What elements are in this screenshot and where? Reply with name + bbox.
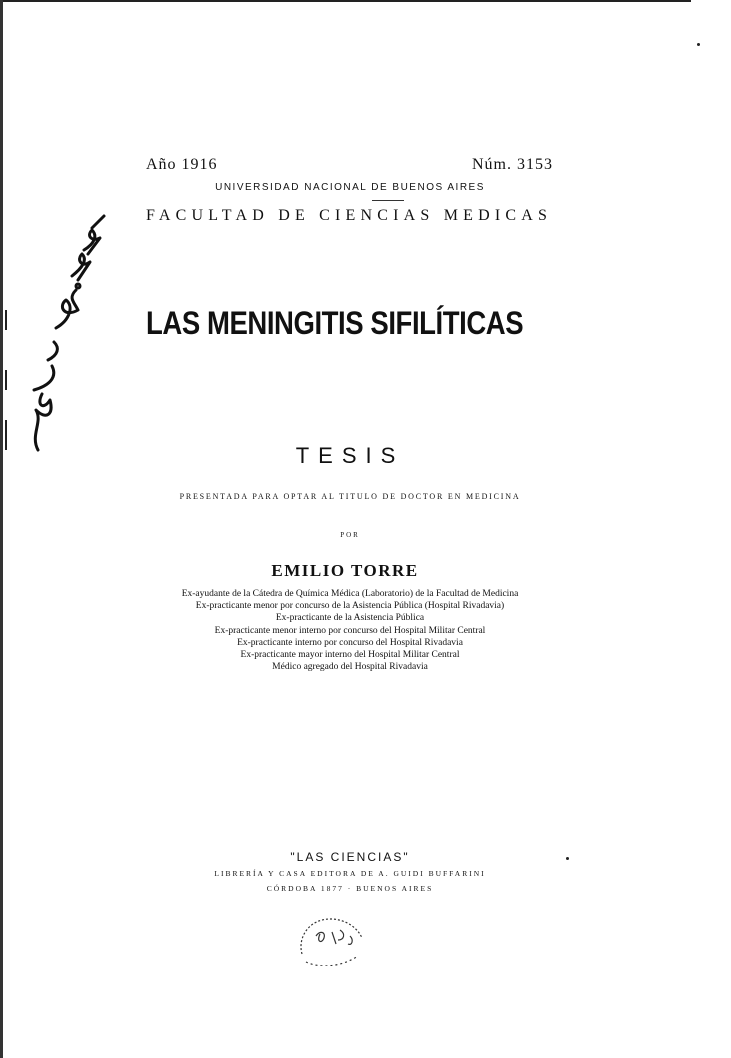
author-credentials [0,588,700,673]
publisher-line: LIBRERÍA Y CASA EDITORA DE A. GUIDI BUFFARINI [214,869,486,878]
author-name: EMILIO TORRE [271,561,419,580]
credential-line: Ex-practicante interno por concurso del Hospital Rivadavia [237,637,463,648]
faculty-name: FACULTAD DE CIENCIAS MEDICAS [146,207,553,224]
publication-year: Año 1916 [146,156,218,173]
library-stamp [292,910,372,966]
thesis-number: Núm. 3153 [472,156,553,173]
by-line: POR [340,531,360,539]
edge-marks [4,300,8,460]
document-type: TESIS [295,443,405,468]
speck-mark [697,43,700,46]
handwritten-shelfmark [8,210,108,460]
separator-rule [372,200,404,201]
publisher-address: CÓRDOBA 1877 · BUENOS AIRES [266,884,434,893]
thesis-title: LAS MENINGITIS SIFILÍTICAS [146,305,524,341]
credential-line: Ex-practicante menor interno por concurso del Hospital Militar Central [214,625,486,636]
credential-line: Médico agregado del Hospital Rivadavia [272,662,428,673]
publisher-name: "LAS CIENCIAS" [290,850,410,864]
university-name: UNIVERSIDAD NACIONAL DE BUENOS AIRES [215,182,485,193]
page-top-border [0,0,691,2]
credential-line: Ex-practicante menor por concurso de la Asistencia Pública (Hospital Rivadavia) [195,601,505,612]
credential-line: Ex-ayudante de la Cátedra de Química Médica (Laboratorio) de la Facultad de Medicina [181,589,519,599]
presentation-line: PRESENTADA PARA OPTAR AL TITULO DE DOCTOR EN MEDICINA [179,492,521,501]
credential-line: Ex-practicante de la Asistencia Pública [275,613,425,624]
page-left-border [0,0,3,1058]
credential-line: Ex-practicante mayor interno del Hospital Militar Central [240,650,460,661]
